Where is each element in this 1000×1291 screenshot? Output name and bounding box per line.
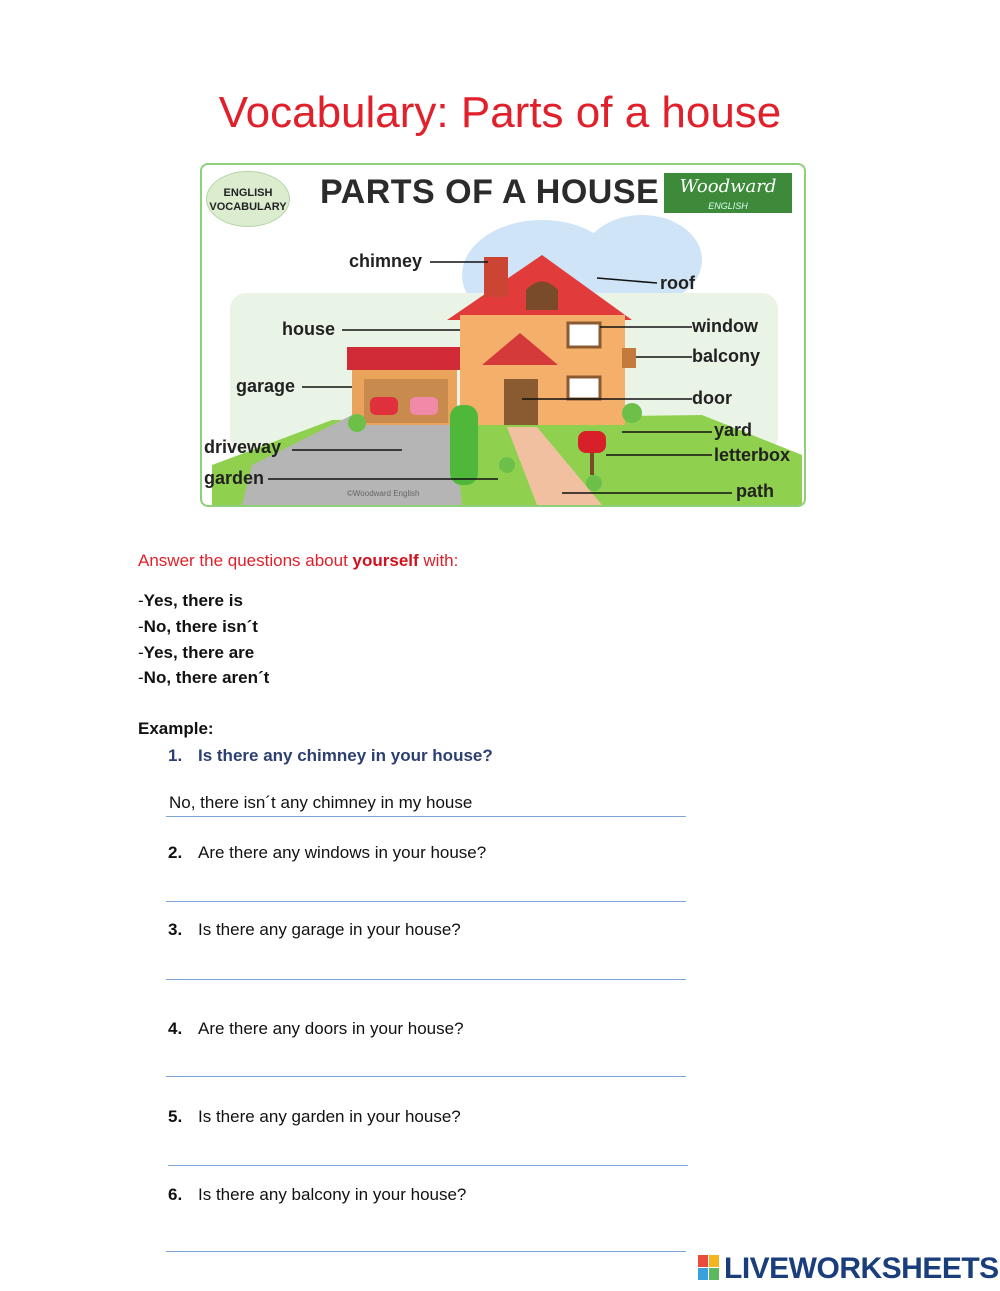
english-vocabulary-badge	[206, 171, 290, 227]
answer-4-line[interactable]	[166, 1076, 686, 1077]
option-text: No, there aren´t	[143, 668, 270, 687]
label-roof: roof	[660, 273, 695, 293]
option-item: -No, there aren´t	[138, 668, 270, 687]
window-shape	[568, 323, 600, 347]
answer-3-line[interactable]	[166, 979, 686, 980]
question-text: Are there any windows in your house?	[198, 843, 487, 862]
woodward-logo: Woodward	[664, 173, 792, 213]
bush-shape	[499, 457, 515, 473]
label-path: path	[736, 481, 774, 501]
question-text: Is there any garage in your house?	[198, 920, 461, 939]
question-number: 4.	[168, 1019, 183, 1038]
letterbox-post	[590, 453, 594, 475]
question-text: Is there any garden in your house?	[198, 1107, 461, 1126]
label-letterbox: letterbox	[714, 445, 791, 465]
label-balcony: balcony	[692, 346, 761, 366]
answer-1-text[interactable]: No, there isn´t any chimney in my house	[169, 793, 473, 812]
hedge-shape	[450, 405, 478, 485]
option-text: Yes, there is	[143, 591, 243, 610]
label-chimney: chimney	[349, 251, 423, 271]
liveworksheets-text: LIVEWORKSHEETS	[724, 1252, 999, 1285]
chimney-shape	[484, 257, 508, 297]
window-shape	[568, 377, 600, 399]
label-garden: garden	[204, 468, 265, 488]
instructions	[138, 551, 458, 571]
label-window: window	[692, 316, 758, 336]
door-shape	[504, 379, 538, 425]
figure-credit: ©Woodward English	[347, 489, 420, 498]
label-house: house	[282, 319, 336, 339]
liveworksheets-logo	[698, 1252, 999, 1286]
instructions-emphasis: yourself	[352, 551, 419, 570]
label-garage: garage	[236, 376, 296, 396]
answer-1-line[interactable]	[166, 816, 686, 817]
answer-2-line[interactable]	[166, 901, 686, 902]
question-3	[168, 920, 461, 940]
option-item: -Yes, there are	[138, 643, 255, 662]
page-title: Vocabulary: Parts of a house	[218, 88, 782, 137]
question-text: Are there any doors in your house?	[198, 1019, 464, 1038]
woodward-logo-sub: ENGLISH	[708, 201, 748, 211]
answer-6-line[interactable]	[166, 1251, 686, 1252]
option-text: Yes, there are	[143, 643, 255, 662]
question-4	[168, 1019, 464, 1039]
question-text: Is there any chimney in your house?	[198, 746, 493, 765]
option-item: -No, there isn´t	[138, 617, 258, 636]
option-item: -Yes, there is	[138, 591, 243, 610]
question-6	[168, 1185, 466, 1205]
badge-line1: ENGLISH	[223, 187, 273, 199]
question-5	[168, 1107, 461, 1127]
label-driveway: driveway	[204, 437, 282, 457]
attic-window	[526, 282, 558, 311]
question-number: 3.	[168, 920, 183, 939]
balcony-shape	[622, 348, 636, 368]
car-icon	[370, 397, 398, 415]
garage-roof	[347, 347, 460, 370]
liveworksheets-icon	[698, 1255, 720, 1281]
question-number: 1.	[168, 746, 183, 765]
answer-5-line[interactable]	[168, 1165, 688, 1166]
instructions-prefix: Answer the questions about	[138, 551, 353, 570]
car-icon	[410, 397, 438, 415]
bush-shape	[586, 475, 602, 491]
label-yard: yard	[714, 420, 753, 440]
bush-shape	[348, 414, 366, 432]
house-illustration	[200, 163, 806, 507]
question-1	[168, 746, 493, 766]
question-2	[168, 843, 486, 863]
example-label: Example:	[138, 719, 214, 738]
question-number: 6.	[168, 1185, 183, 1204]
question-number: 2.	[168, 843, 183, 862]
figure-title: PARTS OF A HOUSE	[320, 173, 660, 211]
option-text: No, there isn´t	[143, 617, 258, 636]
instructions-suffix: with:	[418, 551, 459, 570]
badge-line2: VOCABULARY	[209, 201, 287, 213]
letterbox-shape	[578, 431, 606, 453]
question-number: 5.	[168, 1107, 183, 1126]
question-text: Is there any balcony in your house?	[198, 1185, 467, 1204]
bush-shape	[622, 403, 642, 423]
label-door: door	[692, 388, 732, 408]
